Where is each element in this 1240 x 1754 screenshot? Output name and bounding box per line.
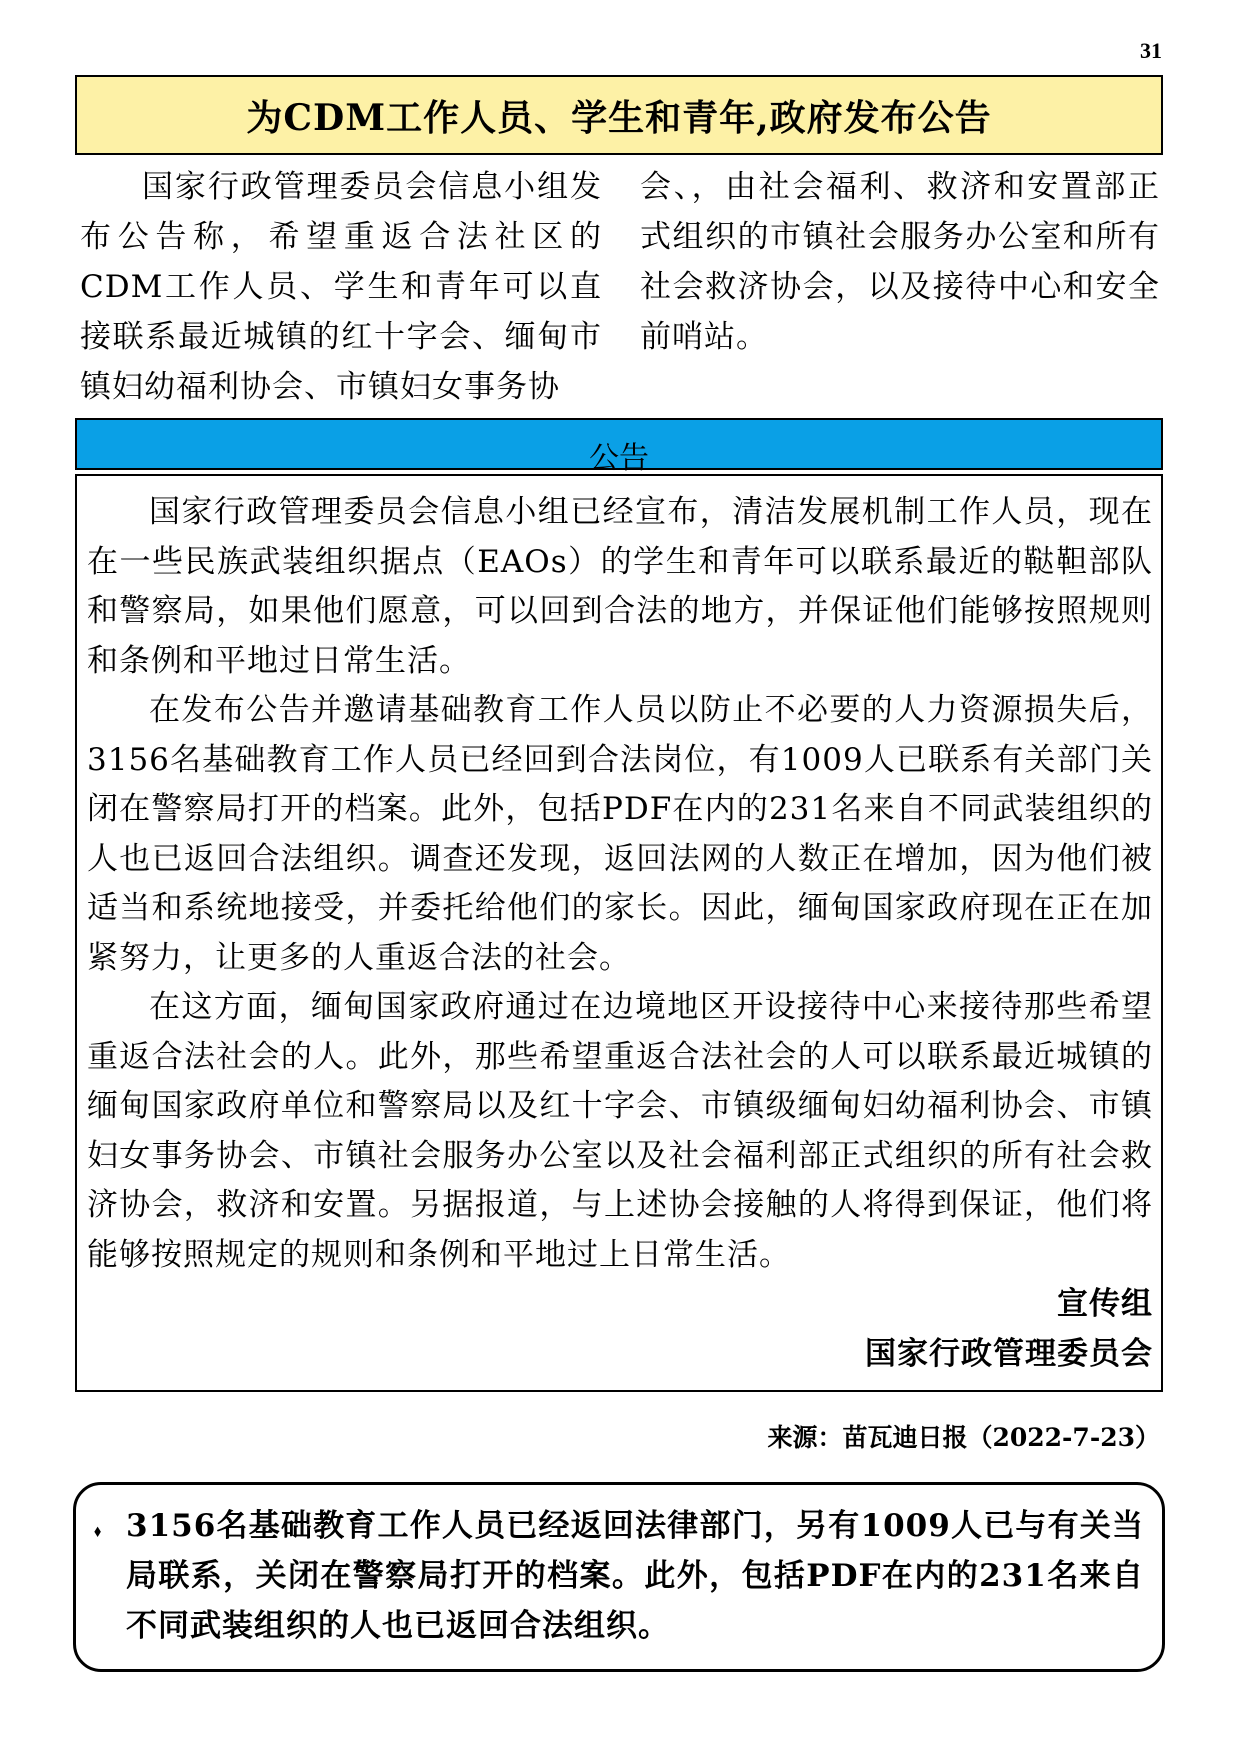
notice-paragraph-1: 国家行政管理委员会信息小组已经宣布，清洁发展机制工作人员，现在在一些民族武装组织据点（EAOs）的学生和青年可以联系最近的鞑靼部队和警察局，如果他们愿意，可以回到合法的地方，并保证他们能够按照规则和条例和平地过日常生活。 [87, 494, 1153, 679]
notice-paragraph-3: 在这方面，缅甸国家政府通过在边境地区开设接待中心来接待那些希望重返合法社会的人。此外，那些希望重返合法社会的人可以联系最近城镇的缅甸国家政府单位和警察局以及红十字会、市镇级缅甸妇幼福利协会、市镇妇女事务协会、市镇社会服务办公室以及社会福利部正式组织的所有社会救济协会，救济和安置。另据报道，与上述协会接触的人将得到保证，他们将能够按照规定的规则和条例和平地过上日常生活。 [87, 989, 1153, 1273]
signature-department: 宣传组 [1057, 1286, 1153, 1322]
summary-text: 3156名基础教育工作人员已经返回法律部门，另有1009人已与有关当局联系，关闭在警察局打开的档案。此外，包括PDF在内的231名来自不同武装组织的人也已返回合法组织。 [126, 1508, 1144, 1644]
notice-header-label: 公告 [589, 441, 649, 476]
source-citation: 来源：苗瓦迪日报（2022-7-23） [767, 1423, 1160, 1452]
bullet-icon: ⬧ [94, 1521, 102, 1540]
intro-paragraph-right: 会、，由社会福利、救济和安置部正式组织的市镇社会服务办公室和所有社会救济协会，以及接待中心和安全前哨站。 [640, 169, 1160, 355]
notice-body [75, 474, 1163, 1392]
intro-paragraph-left: 国家行政管理委员会信息小组发布公告称，希望重返合法社区的CDM工作人员、学生和青年可以直接联系最近城镇的红十字会、缅甸市镇妇幼福利协会、市镇妇女事务协 [80, 169, 602, 405]
summary-box [73, 1482, 1165, 1672]
page-number: 31 [1140, 38, 1162, 63]
signature-committee: 国家行政管理委员会 [865, 1335, 1153, 1372]
intro-column-right [640, 162, 1160, 362]
notice-header [75, 418, 1163, 476]
article-title: 为CDM工作人员、学生和青年,政府发布公告 [246, 96, 992, 139]
intro-column-left [80, 162, 602, 412]
notice-paragraph-2: 在发布公告并邀请基础教育工作人员以防止不必要的人力资源损失后，3156名基础教育工作人员已经回到合法岗位，有1009人已联系有关部门关闭在警察局打开的档案。此外，包括PDF在内的231名来自不同武装组织的人也已返回合法组织。调查还发现，返回法网的人数正在增加，因为他们被适当和系统地接受，并委托给他们的家长。因此，缅甸国家政府现在正在加紧努力，让更多的人重返合法的社会。 [87, 692, 1153, 976]
title-banner [75, 75, 1163, 155]
